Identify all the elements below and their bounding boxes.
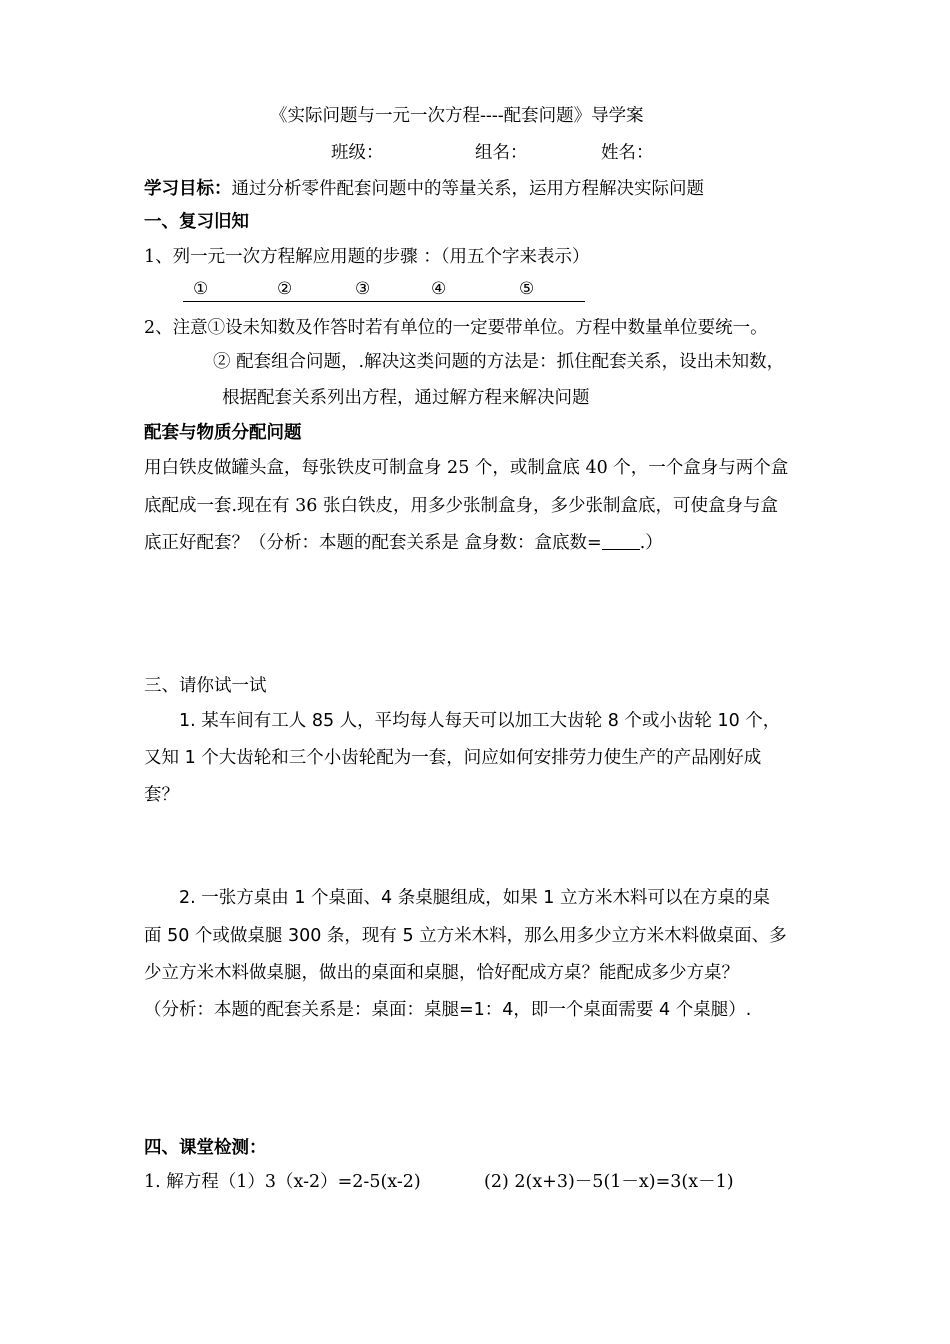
problem-paragraph-line3 bbox=[144, 531, 663, 555]
check-question-1b: (2) 2(x+3)－5(1－x)=3(x－1) bbox=[484, 1172, 734, 1192]
question-1-line2: 又知 1 个大齿轮和三个小齿轮配为一套，问应如何安排劳力使生产的产品刚好成 bbox=[144, 748, 762, 768]
step-1-marker: ① bbox=[193, 279, 209, 299]
step-4-marker: ④ bbox=[431, 279, 447, 299]
section4-heading: 四、课堂检测： bbox=[144, 1138, 267, 1158]
question-2-line2: 面 50 个或做桌腿 300 条，现有 5 立方米木料，那么用多少立方米木料做桌面、多 bbox=[144, 926, 787, 946]
section1-heading: 一、复习旧知 bbox=[144, 212, 249, 232]
section3-heading: 三、请你试一试 bbox=[144, 676, 267, 696]
learning-goal bbox=[144, 177, 704, 201]
review-item-2-line1: 2、注意①设未知数及作答时若有单位的一定要带单位。方程中数量单位要统一。 bbox=[144, 318, 768, 338]
page-title: 《实际问题与一元一次方程----配套问题》导学案 bbox=[270, 106, 644, 126]
step-5-marker: ⑤ bbox=[519, 279, 535, 299]
problem-analysis-end: .） bbox=[639, 533, 663, 553]
question-2-line1: 2. 一张方桌由 1 个桌面、4 条桌腿组成，如果 1 立方米木料可以在方桌的桌 bbox=[179, 888, 770, 908]
steps-blank-line bbox=[183, 279, 585, 302]
review-item-1: 1、列一元一次方程解应用题的步骤 ：（用五个字来表示） bbox=[144, 247, 590, 267]
step-2-marker: ② bbox=[277, 279, 293, 299]
problem-paragraph-line2: 底配成一套.现在有 36 张白铁皮，用多少张制盒身，多少张制盒底，可使盒身与盒 bbox=[144, 496, 778, 516]
step-3-marker: ③ bbox=[355, 279, 371, 299]
goal-label: 学习目标： bbox=[144, 179, 232, 199]
section2-heading: 配套与物质分配问题 bbox=[144, 423, 302, 443]
group-field: 组名： bbox=[475, 143, 528, 163]
question-2-line3: 少立方米木料做桌腿，做出的桌面和桌腿，恰好配成方桌？能配成多少方桌？ bbox=[144, 963, 739, 983]
problem-analysis-text: 底正好配套？（分析：本题的配套关系是 盒身数：盒底数= bbox=[144, 533, 602, 553]
problem-paragraph-line1: 用白铁皮做罐头盒，每张铁皮可制盒身 25 个，或制盒底 40 个，一个盒身与两个盒 bbox=[144, 458, 789, 478]
question-2-line4: （分析：本题的配套关系是：桌面：桌腿=1：4，即一个桌面需要 4 个桌腿）. bbox=[144, 1000, 752, 1020]
question-1-line3: 套？ bbox=[144, 785, 179, 805]
name-field: 姓名： bbox=[601, 143, 654, 163]
goal-text: 通过分析零件配套问题中的等量关系，运用方程解决实际问题 bbox=[231, 179, 704, 199]
question-1-line1: 1. 某车间有工人 85 人，平均每人每天可以加工大齿轮 8 个或小齿轮 10 个， bbox=[179, 711, 781, 731]
answer-blank bbox=[602, 533, 640, 550]
check-question-1a: 1. 解方程（1）3（x-2）=2-5(x-2) bbox=[144, 1172, 421, 1192]
class-field: 班级： bbox=[331, 143, 384, 163]
review-item-2-line3: 根据配套关系列出方程，通过解方程来解决问题 bbox=[222, 388, 590, 408]
review-item-2-line2: ② 配套组合问题，.解决这类问题的方法是：抓住配套关系，设出未知数， bbox=[213, 352, 785, 372]
